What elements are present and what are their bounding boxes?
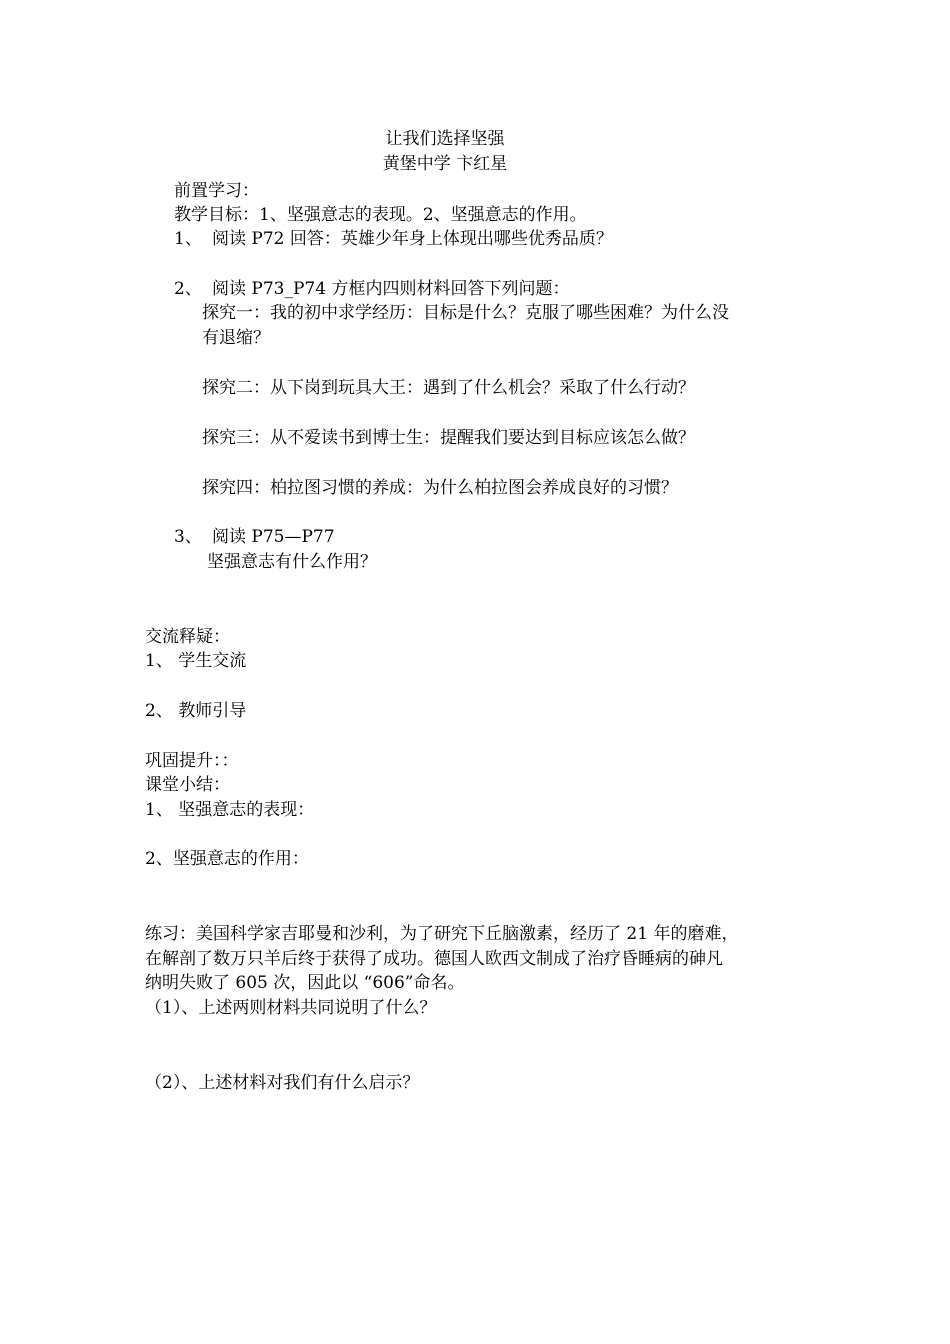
- explore-one-cont: 有退缩？: [202, 328, 270, 348]
- exchange-heading: 交流释疑：: [145, 627, 230, 647]
- exchange-item: 2、 教师引导: [145, 701, 247, 721]
- exercise-line: 纳明失败了 605 次，因此以 “606”命名。: [145, 973, 465, 993]
- list-number: 2、: [174, 279, 202, 299]
- exercise-question: （2）、上述材料对我们有什么启示？: [145, 1073, 420, 1093]
- explore-three: 探究三：从不爱读书到博士生：提醒我们要达到目标应该怎么做？: [202, 428, 695, 448]
- list-number: 1、: [174, 229, 202, 249]
- exchange-item: 1、 学生交流: [145, 651, 247, 671]
- list-item: 阅读 P73_P74 方框内四则材料回答下列问题：: [212, 279, 570, 299]
- list-number: 3、: [174, 527, 202, 547]
- teaching-objectives: 教学目标：1、坚强意志的表现。2、坚强意志的作用。: [174, 205, 587, 225]
- author-line: 黄堡中学 卞红星: [382, 154, 508, 174]
- summary-heading: 课堂小结：: [145, 775, 230, 795]
- page-title: 让我们选择坚强: [385, 129, 505, 149]
- summary-item: 1、 坚强意志的表现：: [145, 800, 315, 820]
- exercise-line: 练习：美国科学家吉耶曼和沙利，为了研究下丘脑激素，经历了 21 年的磨难，: [145, 924, 739, 944]
- consolidate-heading: 巩固提升：：: [145, 751, 239, 771]
- list-item: 阅读 P75—P77: [212, 527, 335, 547]
- summary-item: 2、坚强意志的作用：: [145, 849, 309, 869]
- list-item: 阅读 P72 回答：英雄少年身上体现出哪些优秀品质？: [212, 229, 613, 249]
- explore-four: 探究四：柏拉图习惯的养成：为什么柏拉图会养成良好的习惯？: [202, 478, 678, 498]
- preview-heading: 前置学习：: [174, 181, 259, 201]
- explore-two: 探究二：从下岗到玩具大王：遇到了什么机会？采取了什么行动？: [202, 378, 695, 398]
- exercise-question: （1）、上述两则材料共同说明了什么？: [145, 998, 437, 1018]
- explore-one: 探究一：我的初中求学经历：目标是什么？克服了哪些困难？为什么没: [202, 303, 729, 323]
- list-item-question: 坚强意志有什么作用？: [207, 552, 377, 572]
- exercise-line: 在解剖了数万只羊后终于获得了成功。德国人欧西文制成了治疗昏睡病的砷凡: [145, 949, 723, 969]
